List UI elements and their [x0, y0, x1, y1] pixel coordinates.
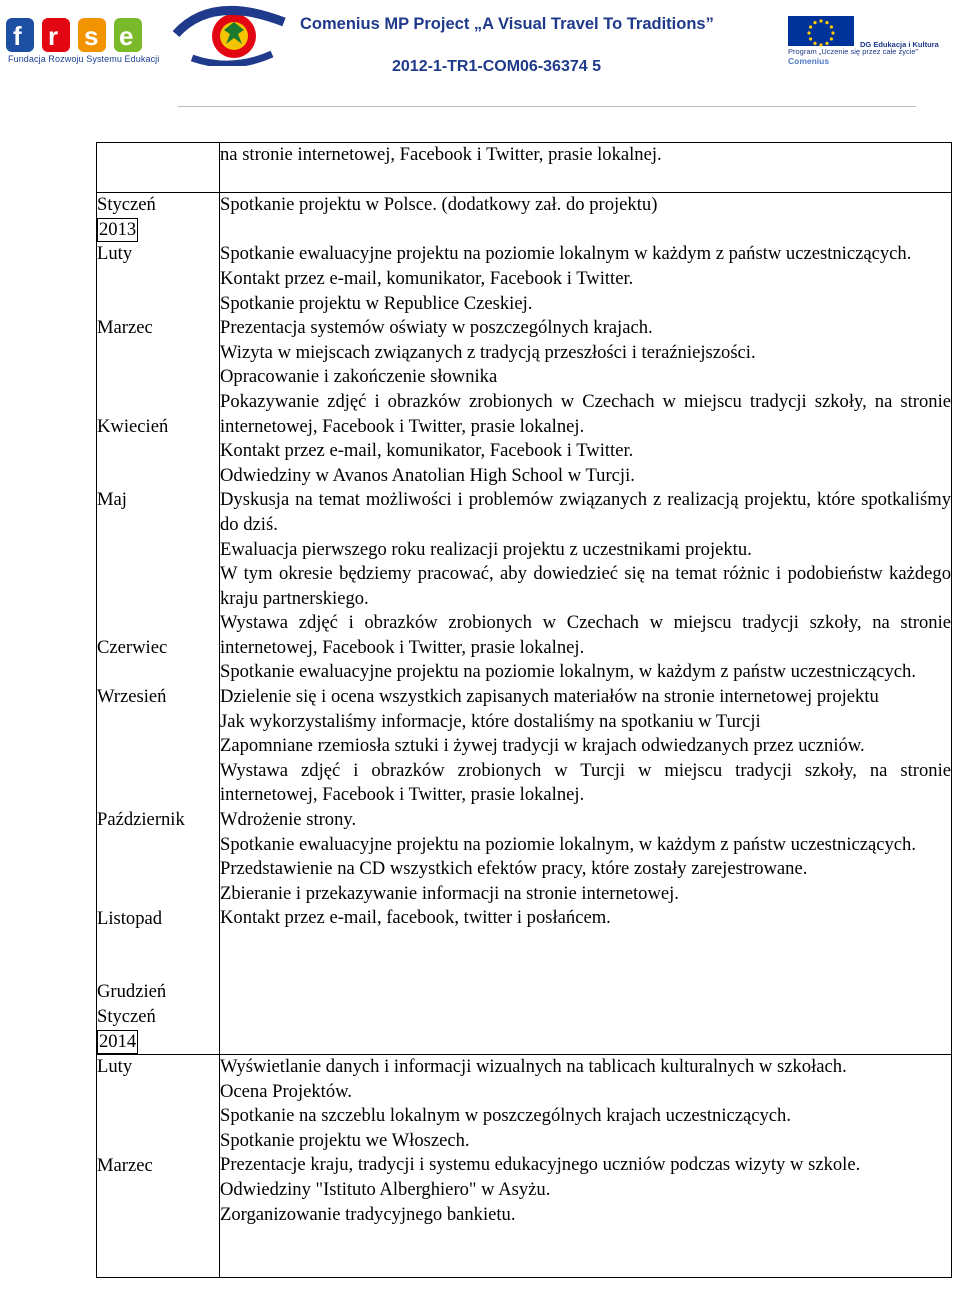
month-cell: [97, 193, 220, 1055]
activity-text: Spotkanie ewaluacyjne projektu na poziomie lokalnym, w każdym z państw uczestniczących.: [220, 661, 916, 683]
activity-text: Ewaluacja pierwszego roku realizacji projektu z uczestnikami projektu.: [220, 538, 752, 560]
activity-cell: [220, 193, 952, 1055]
year-label: 2013: [97, 218, 138, 243]
project-code: 2012-1-TR1-COM06-36374 5: [392, 58, 601, 75]
activity-text: Spotkanie projektu we Włoszech.: [220, 1129, 470, 1151]
activity-text: na stronie internetowej, Facebook i Twitter, prasie lokalnej.: [220, 144, 662, 165]
eu-comenius-label: Comenius: [788, 56, 830, 66]
schedule-table: [96, 142, 952, 1278]
activity-text: Przedstawienie na CD wszystkich efektów pracy, które zostały zarejestrowane.: [220, 858, 808, 880]
spacer: [220, 168, 951, 193]
travel-logo: [172, 0, 292, 66]
frse-subtitle: Fundacja Rozwoju Systemu Edukacji: [8, 54, 160, 64]
activity-text: Zapomniane rzemiosła sztuki i żywej tradycji w krajach odwiedzanych przez uczniów.: [220, 735, 865, 757]
month-label: Grudzień: [97, 981, 167, 1003]
activity-text: Dyskusja na temat możliwości i problemów związanych z realizacją projektu, które spotkaliśmy do dziś.: [220, 489, 951, 535]
activity-text: Wystawa zdjęć i obrazków zrobionych w Czechach w miejscu tradycji szkoły, na stronie internetowej, Facebook i Twitter, prasie lokalnej.: [220, 612, 951, 658]
activity-text: Spotkanie na szczeblu lokalnym w poszczególnych krajach uczestniczących.: [220, 1105, 792, 1127]
svg-text:r: r: [48, 21, 59, 51]
month-slot: [97, 488, 219, 636]
activity-text: Prezentacje kraju, tradycji i systemu edukacyjnego uczniów podczas wizyty w szkole.: [220, 1154, 861, 1176]
month-slot: [97, 193, 219, 218]
table-row: [97, 1055, 952, 1277]
month-slot: [97, 907, 219, 981]
activity-text: Kontakt przez e-mail, komunikator, Facebook i Twitter.: [220, 267, 634, 289]
activity-cell: [220, 1055, 952, 1277]
month-slot: [97, 1154, 219, 1277]
page-header: [0, 0, 960, 110]
eu-program-logo: [788, 16, 956, 68]
spacer: [220, 218, 951, 243]
month-label: Marzec: [97, 317, 153, 339]
activity-text: Wdrożenie strony.: [220, 809, 357, 831]
spacer: [220, 931, 951, 956]
month-slot: [97, 316, 219, 414]
table-row: [97, 143, 952, 193]
activity-text: Wizyta w miejscach związanych z tradycją przeszłości i teraźniejszości.: [220, 341, 756, 363]
header-divider: [178, 106, 916, 107]
activity-cell: [220, 143, 952, 193]
activity-text: Wyświetlanie danych i informacji wizualnych na tablicach kulturalnych w szkołach.: [220, 1056, 847, 1078]
year-label: 2014: [97, 1030, 138, 1055]
activity-text: Pokazywanie zdjęć i obrazków zrobionych w Czechach w miejscu tradycji szkoły, na stronie internetowej, Facebook i Twitter, prasie lokalnej.: [220, 390, 951, 437]
activity-text: W tym okresie będziemy pracować, aby dowiedzieć się na temat różnic i podobieństw każdego kraju partnerskiego.: [220, 563, 951, 609]
activity-text: Jak wykorzystaliśmy informacje, które dostaliśmy na spotkaniu w Turcji: [220, 710, 761, 732]
svg-text:f: f: [13, 21, 22, 51]
activity-text: Prezentacja systemów oświaty w poszczególnych krajach.: [220, 317, 653, 339]
month-label: Wrzesień: [97, 686, 167, 708]
activity-text: Odwiedziny "Istituto Alberghiero" w Asyżu.: [220, 1179, 551, 1201]
month-label: Styczeń: [97, 1005, 156, 1027]
svg-text:s: s: [84, 21, 99, 51]
month-label: Czerwiec: [97, 636, 168, 658]
activity-text: Spotkanie ewaluacyjne projektu na poziomie lokalnym, w każdym z państw uczestniczących.: [220, 833, 916, 855]
month-slot: [97, 808, 219, 906]
month-label: Marzec: [97, 1154, 153, 1176]
month-label: Maj: [97, 489, 127, 511]
activity-text: Kontakt przez e-mail, facebook, twitter i posłańcem.: [220, 907, 611, 929]
eu-dg-label: DG Edukacja i Kultura: [860, 40, 939, 49]
month-slot: [97, 242, 219, 316]
month-slot: [97, 1005, 219, 1030]
month-slot: [97, 218, 219, 243]
month-slot: [97, 980, 219, 1005]
activity-text: Odwiedziny w Avanos Anatolian High School w Turcji.: [220, 464, 635, 486]
activity-text: Spotkanie ewaluacyjne projektu na poziomie lokalnym w każdym z państw uczestniczących.: [220, 243, 912, 265]
svg-text:e: e: [119, 21, 134, 51]
month-slot: [97, 415, 219, 489]
activity-text: Dzielenie się i ocena wszystkich zapisanych materiałów na stronie internetowej projektu: [220, 686, 879, 708]
month-slot: [97, 685, 219, 808]
table-row: [97, 193, 952, 1055]
month-cell: [97, 143, 220, 193]
month-label: Luty: [97, 1056, 133, 1078]
activity-text: Ocena Projektów.: [220, 1080, 353, 1102]
month-label: Styczeń: [97, 194, 156, 216]
month-label: Kwiecień: [97, 415, 169, 437]
month-label: Luty: [97, 243, 133, 265]
activity-text: Spotkanie projektu w Republice Czeskiej.: [220, 292, 533, 314]
activity-text: Zbieranie i przekazywanie informacji na stronie internetowej.: [220, 882, 679, 904]
project-title: Comenius MP Project „A Visual Travel To Traditions”: [300, 15, 714, 33]
month-slot: [97, 636, 219, 685]
month-slot: [97, 1055, 219, 1153]
eu-program-label: Program „Uczenie się przez całe życie”: [788, 47, 919, 56]
activity-text: Kontakt przez e-mail, komunikator, Facebook i Twitter.: [220, 440, 634, 462]
month-slot: [97, 1030, 219, 1055]
activity-text: Wystawa zdjęć i obrazków zrobionych w Turcji w miejscu tradycji szkoły, na stronie internetowej, Facebook i Twitter, prasie lokalnej.: [220, 759, 951, 806]
month-label: Listopad: [97, 907, 163, 929]
month-label: Październik: [97, 809, 185, 831]
activity-text: Zorganizowanie tradycyjnego bankietu.: [220, 1203, 516, 1225]
month-cell: [97, 1055, 220, 1277]
activity-text: Spotkanie projektu w Polsce. (dodatkowy zał. do projektu): [220, 194, 658, 216]
activity-text: Opracowanie i zakończenie słownika: [220, 366, 498, 388]
